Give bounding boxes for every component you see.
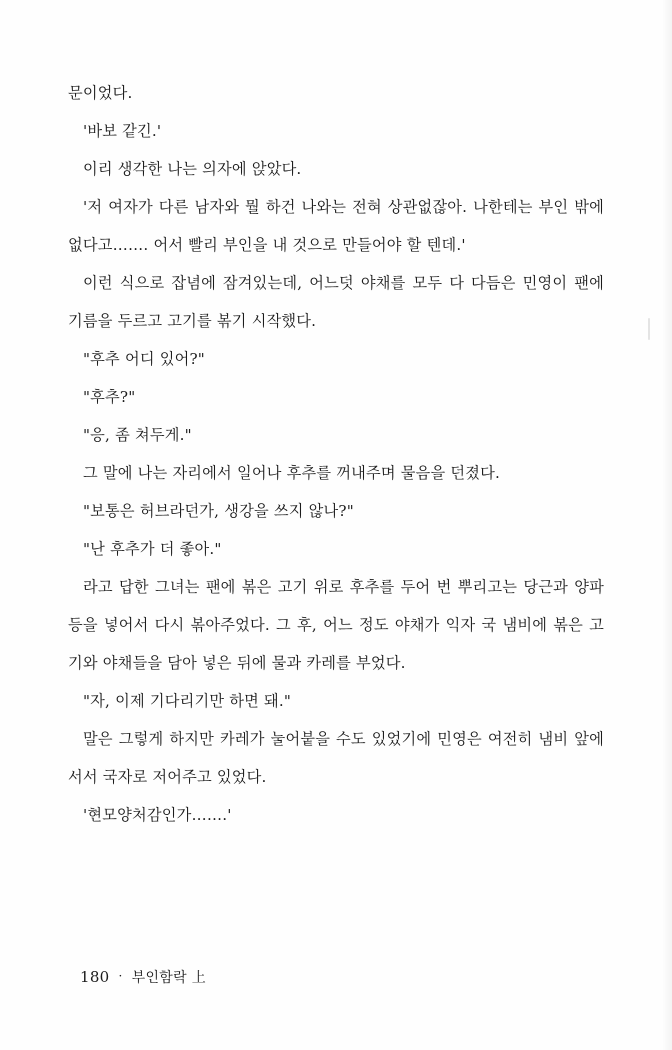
paragraph: 그 말에 나는 자리에서 일어나 후추를 꺼내주며 물음을 던졌다. <box>83 464 501 482</box>
paragraph: '저 여자가 다른 남자와 뭘 하건 나와는 전혀 상관없잖아. 나한테는 부인 밖에 없다고……. 어서 빨리 부인을 내 것으로 만들어야 할 텐데.' <box>68 198 610 254</box>
paragraph: "후추 어디 있어?" <box>83 350 205 368</box>
paragraph: '바보 같긴.' <box>83 122 162 140</box>
paragraph: 이리 생각한 나는 의자에 앉았다. <box>83 160 302 178</box>
book-title: 부인함락 上 <box>131 970 207 986</box>
paragraph: 이런 식으로 잡념에 잠겨있는데, 어느덧 야채를 모두 다 다듬은 민영이 팬에 기름을 두르고 고기를 볶기 시작했다. <box>68 274 610 330</box>
paragraph: "후추?" <box>83 388 136 406</box>
paragraph: "보통은 허브라던가, 생강을 쓰지 않나?" <box>83 502 354 520</box>
page-edge-shading <box>662 0 672 1050</box>
page-footer <box>80 967 206 987</box>
paragraph: "응, 좀 쳐두게." <box>83 426 192 444</box>
paragraph: 문이었다. <box>68 84 133 102</box>
page-edge-mark <box>648 318 650 340</box>
footer-separator: · <box>118 969 123 983</box>
page-number: 180 <box>80 968 110 986</box>
paragraph: "자, 이제 기다리기만 하면 돼." <box>83 692 292 710</box>
paragraph: "난 후추가 더 좋아." <box>83 540 222 558</box>
page-body-text <box>68 74 610 834</box>
paragraph: 말은 그렇게 하지만 카레가 눌어붙을 수도 있었기에 민영은 여전히 냄비 앞에 서서 국자로 저어주고 있었다. <box>68 730 610 786</box>
paragraph: '현모양처감인가…….' <box>83 806 232 824</box>
paragraph: 라고 답한 그녀는 팬에 볶은 고기 위로 후추를 두어 번 뿌리고는 당근과 양파 등을 넣어서 다시 볶아주었다. 그 후, 어느 정도 야채가 익자 국 냄비에 볶은 고기와 야채들을 담아 넣은 뒤에 물과 카레를 부었다. <box>68 578 610 672</box>
